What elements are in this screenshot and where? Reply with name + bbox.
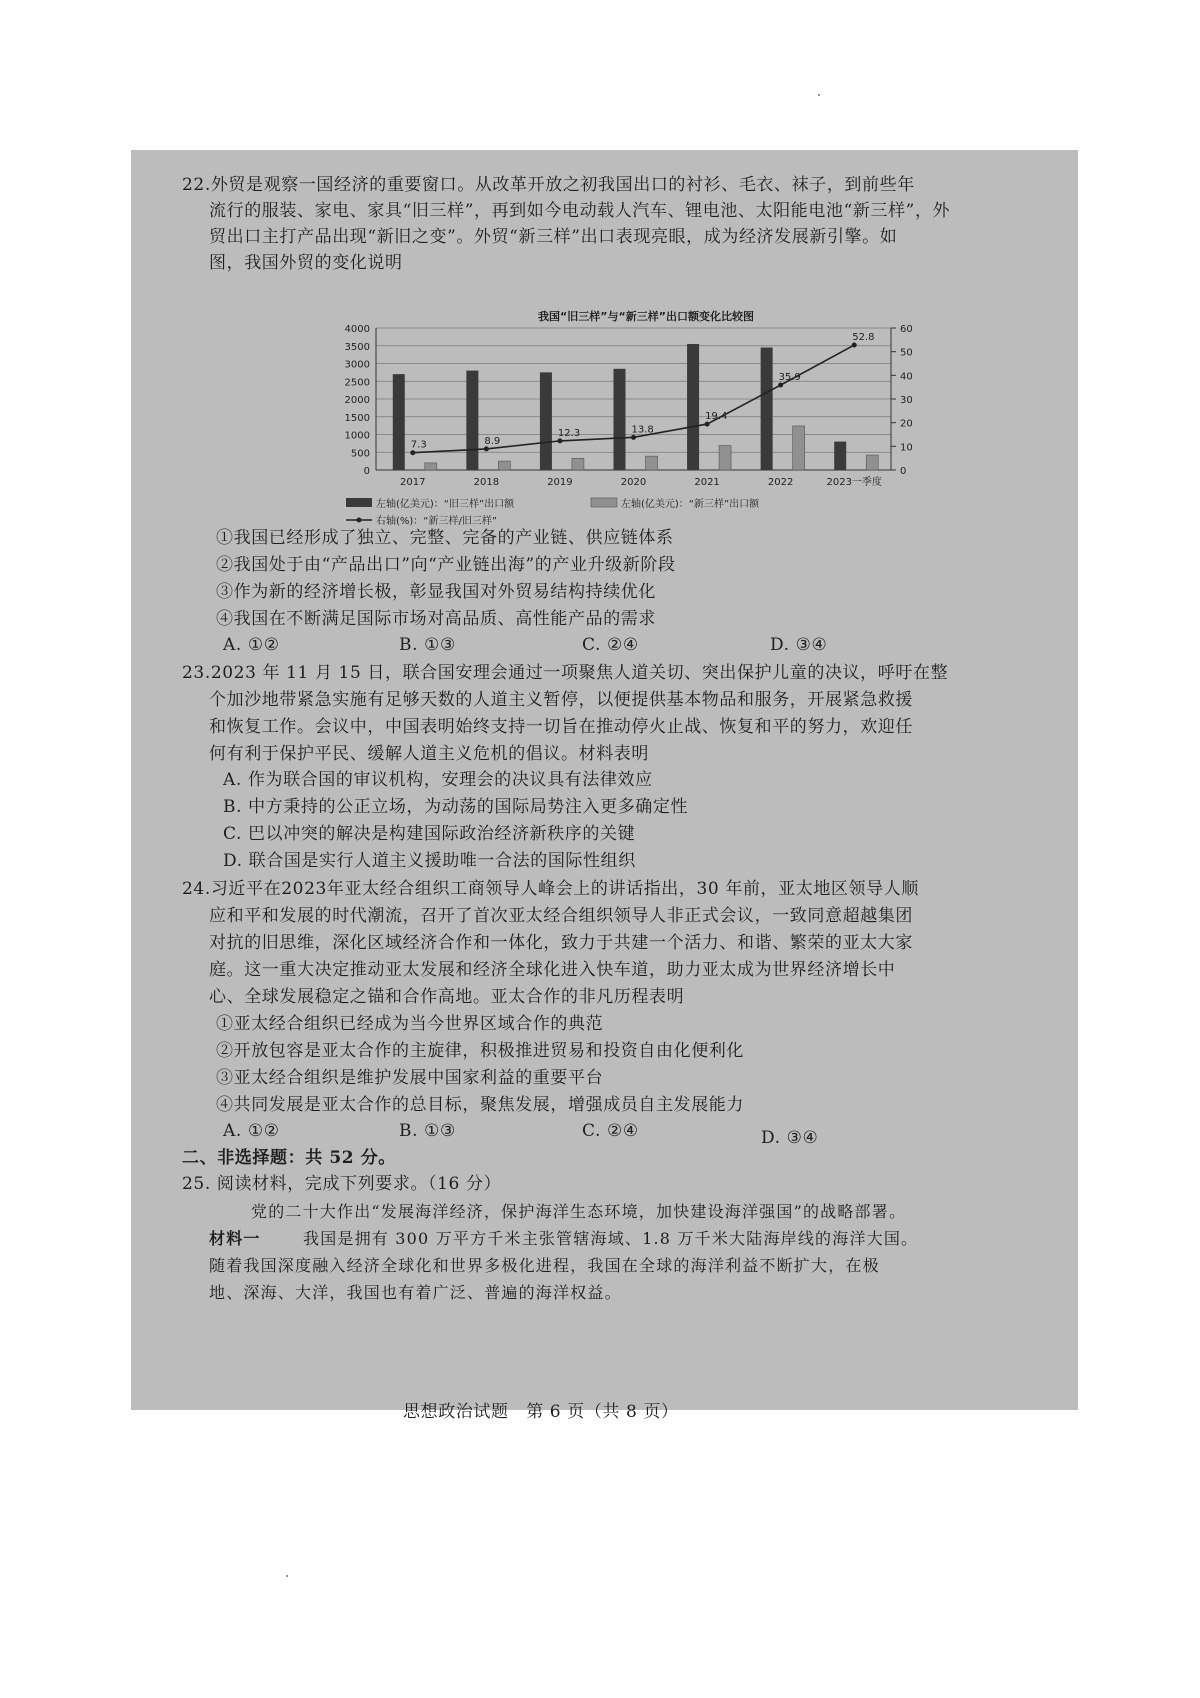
q22-statement: ④我国在不断满足国际市场对高品质、高性能产品的需求 bbox=[216, 609, 656, 629]
q25-material-label: 材料一 bbox=[209, 1229, 261, 1248]
right-tick-label: 40 bbox=[900, 371, 913, 383]
left-tick-label: 1000 bbox=[344, 430, 370, 442]
q24-statement: ④共同发展是亚太合作的总目标，聚焦发展，增强成员自主发展能力 bbox=[216, 1095, 744, 1115]
ratio-data-label: 19.4 bbox=[705, 411, 728, 423]
left-tick-label: 2000 bbox=[344, 395, 370, 406]
q25-intro: 党的二十大作出“发展海洋经济，保护海洋生态环境，加快建设海洋强国”的战略部署。 bbox=[251, 1202, 907, 1221]
old-three-bar bbox=[834, 442, 846, 470]
new-three-bar bbox=[719, 446, 731, 470]
legend-swatch-point bbox=[357, 518, 362, 523]
x-category-label: 2022 bbox=[767, 477, 794, 488]
left-tick-label: 0 bbox=[363, 466, 370, 477]
right-tick-label: 10 bbox=[900, 442, 913, 454]
q22-line: 流行的服装、家电、家具“旧三样”，再到如今电动载人汽车、锂电池、太阳能电池“新三样”，外 bbox=[209, 201, 951, 221]
speck bbox=[286, 1575, 288, 1577]
old-three-bar bbox=[687, 344, 699, 470]
q24-statement: ②开放包容是亚太合作的主旋律，积极推进贸易和投资自由化便利化 bbox=[216, 1041, 744, 1061]
left-tick-label: 500 bbox=[350, 448, 370, 460]
q24-line: 心、全球发展稳定之锚和合作高地。亚太合作的非凡历程表明 bbox=[209, 987, 685, 1007]
q23-option-d: D. 联合国是实行人道主义援助唯一合法的国际性组织 bbox=[223, 851, 636, 871]
ratio-data-label: 12.3 bbox=[557, 427, 581, 439]
q24-statement: ①亚太经合组织已经成为当今世界区域合作的典范 bbox=[216, 1014, 604, 1034]
ratio-data-label: 35.9 bbox=[778, 372, 801, 384]
chart-title: 我国“旧三样”与“新三样”出口额变化比较图 bbox=[538, 310, 754, 323]
q25-material-line: 我国是拥有 300 万平方千米主张管辖海域、1.8 万千米大陆海岸线的海洋大国。 bbox=[303, 1229, 919, 1248]
q22-statement: ②我国处于由“产品出口”向“产业链出海”的产业升级新阶段 bbox=[216, 555, 676, 575]
q23-line: 何有利于保护平民、缓解人道主义危机的倡议。材料表明 bbox=[209, 744, 649, 764]
left-axis-ticks bbox=[345, 324, 370, 477]
x-category-label: 2017 bbox=[400, 477, 426, 488]
q24-option-d: D. ③④ bbox=[761, 1128, 819, 1148]
legend-label-old: 左轴(亿美元)：“旧三样”出口额 bbox=[376, 499, 515, 510]
q23-option-c: C. 巴以冲突的解决是构建国际政治经济新秩序的关键 bbox=[223, 824, 636, 844]
right-tick-label: 20 bbox=[900, 418, 913, 430]
right-tick-label: 60 bbox=[900, 324, 913, 335]
q23-line: 个加沙地带紧急实施有足够天数的人道主义暂停，以便提供基本物品和服务，开展紧急救援 bbox=[209, 690, 913, 710]
ratio-point bbox=[410, 450, 415, 455]
q25-material-line: 随着我国深度融入经济全球化和世界多极化进程，我国在全球的海洋利益不断扩大，在极 bbox=[209, 1256, 880, 1275]
new-three-bar bbox=[572, 458, 584, 470]
right-tick-label: 0 bbox=[900, 466, 907, 477]
ratio-point bbox=[852, 343, 857, 348]
q22-statement: ③作为新的经济增长极，彰显我国对外贸易结构持续优化 bbox=[216, 582, 656, 602]
left-tick-label: 4000 bbox=[344, 324, 370, 335]
q24-line: 对抗的旧思维，深化区域经济合作和一体化，致力于共建一个活力、和谐、繁荣的亚太大家 bbox=[209, 933, 913, 953]
old-three-bar bbox=[466, 371, 478, 470]
speck bbox=[818, 94, 820, 96]
x-category-label: 2021 bbox=[694, 477, 720, 488]
chart-gridlines bbox=[376, 328, 891, 470]
q22-option-d: D. ③④ bbox=[770, 635, 828, 655]
chart-legend bbox=[346, 497, 760, 527]
ratio-point bbox=[778, 383, 783, 388]
right-tick-label: 50 bbox=[900, 347, 913, 359]
q25-material-line: 地、深海、大洋，我国也有着广泛、普遍的海洋权益。 bbox=[209, 1283, 622, 1302]
legend-swatch-new bbox=[591, 498, 617, 507]
legend-label-line: 右轴(%)：“新三样/旧三样” bbox=[376, 516, 498, 527]
left-tick-label: 1500 bbox=[344, 412, 370, 424]
exam-page-scan bbox=[131, 150, 1078, 1422]
q23-option-b: B. 中方秉持的公正立场，为动荡的国际局势注入更多确定性 bbox=[223, 797, 689, 817]
q22-line: 贸出口主打产品出现“新旧之变”。外贸“新三样”出口表现亮眼，成为经济发展新引擎。如 bbox=[209, 227, 898, 247]
q24-line: 24.习近平在2023年亚太经合组织工商领导人峰会上的讲话指出，30 年前，亚太地区领导人顺 bbox=[182, 879, 919, 899]
legend-label-new: 左轴(亿美元)：“新三样”出口额 bbox=[621, 499, 760, 510]
q23-line: 和恢复工作。会议中，中国表明始终支持一切旨在推动停火止战、恢复和平的努力，欢迎任 bbox=[209, 717, 913, 737]
x-category-label: 2020 bbox=[620, 477, 647, 488]
q23-option-a: A. 作为联合国的审议机构，安理会的决议具有法律效应 bbox=[223, 770, 653, 790]
old-three-bar bbox=[540, 372, 552, 470]
old-three-bar bbox=[393, 374, 405, 470]
q24-option-a: A. ①② bbox=[223, 1121, 280, 1141]
legend-swatch-old bbox=[346, 498, 372, 507]
ratio-data-label: 13.8 bbox=[631, 424, 654, 436]
q22-option-b: B. ①③ bbox=[399, 635, 456, 655]
q22-option-c: C. ②④ bbox=[582, 635, 639, 655]
x-category-label: 2019 bbox=[547, 477, 573, 488]
new-three-bar bbox=[498, 461, 510, 470]
x-category-label: 2023一季度 bbox=[826, 477, 882, 488]
right-axis-ticks bbox=[891, 324, 913, 477]
left-tick-label: 2500 bbox=[344, 377, 370, 389]
ratio-data-label: 7.3 bbox=[410, 439, 427, 451]
q22-line: 22.外贸是观察一国经济的重要窗口。从改革开放之初我国出口的衬衫、毛衣、袜子，到前些年 bbox=[182, 175, 915, 195]
ratio-data-label: 52.8 bbox=[852, 332, 875, 344]
q24-option-b: B. ①③ bbox=[399, 1121, 456, 1141]
section-heading: 二、非选择题：共 52 分。 bbox=[182, 1148, 396, 1168]
old-three-bar bbox=[614, 369, 626, 470]
new-three-bar bbox=[425, 463, 437, 470]
ratio-point bbox=[705, 422, 710, 427]
x-category-label: 2018 bbox=[473, 477, 500, 488]
q25-stem: 25. 阅读材料，完成下列要求。（16 分） bbox=[182, 1174, 502, 1194]
new-three-bar bbox=[866, 455, 878, 470]
q24-line: 庭。这一重大决定推动亚太发展和经济全球化进入快车道，助力亚太成为世界经济增长中 bbox=[209, 960, 896, 980]
old-three-bar bbox=[761, 348, 773, 470]
chart-bars bbox=[393, 344, 878, 470]
ratio-point bbox=[557, 438, 562, 443]
left-tick-label: 3500 bbox=[344, 341, 370, 353]
ratio-point bbox=[631, 435, 636, 440]
q24-statement: ③亚太经合组织是维护发展中国家利益的重要平台 bbox=[216, 1068, 604, 1088]
q24-option-c: C. ②④ bbox=[582, 1121, 639, 1141]
q22-statement: ①我国已经形成了独立、完整、完备的产业链、供应链体系 bbox=[216, 528, 674, 548]
right-tick-label: 30 bbox=[900, 395, 913, 406]
q22-line: 图，我国外贸的变化说明 bbox=[209, 253, 403, 273]
q22-option-a: A. ①② bbox=[223, 635, 280, 655]
q23-line: 23.2023 年 11 月 15 日，联合国安理会通过一项聚焦人道关切、突出保护儿童的决议，呼吁在整 bbox=[182, 663, 949, 683]
ratio-point bbox=[484, 446, 489, 451]
x-axis-categories bbox=[400, 475, 882, 488]
q24-line: 应和平和发展的时代潮流，召开了首次亚太经合组织领导人非正式会议，一致同意超越集团 bbox=[209, 906, 913, 926]
ratio-data-label: 8.9 bbox=[484, 435, 501, 447]
new-three-bar bbox=[646, 456, 658, 470]
left-tick-label: 3000 bbox=[344, 359, 370, 371]
new-three-bar bbox=[793, 426, 805, 470]
page-footer: 思想政治试题 第 6 页（共 8 页） bbox=[403, 1402, 679, 1422]
